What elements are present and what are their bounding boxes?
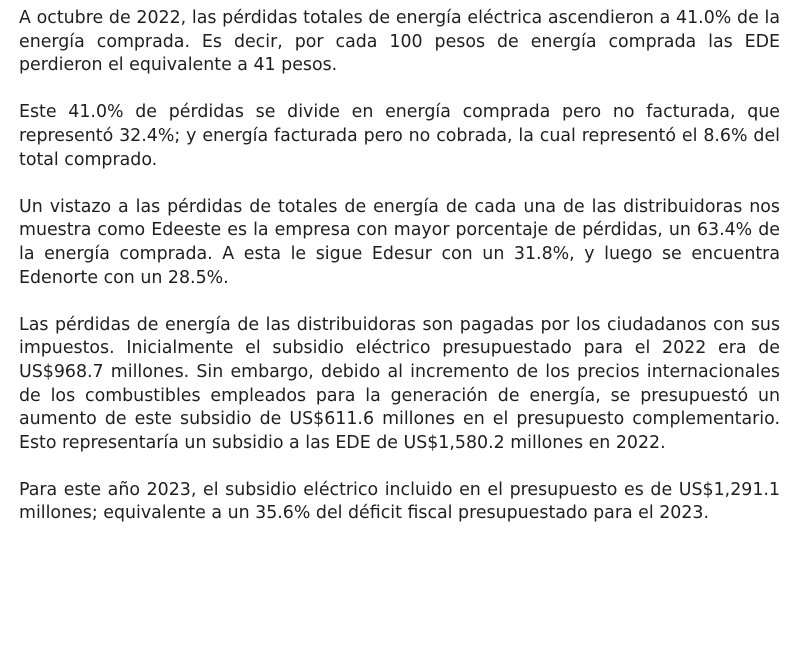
paragraph-energy-losses: A octubre de 2022, las pérdidas totales de energía eléctrica ascendieron a 41.0% de la energía comprada. Es decir, por cada 100 pesos de energía comprada las EDE perdieron el equivalente a 41 pesos. bbox=[19, 8, 780, 76]
paragraph-distributors: Un vistazo a las pérdidas de totales de energía de cada una de las distribuidoras nos muestra como Edeeste es la empresa con mayor porcentaje de pérdidas, un 63.4% de la energía comprada. A esta le sigue Edesur con un 31.8%, y luego se encuentra Edenorte con un 28.5%. bbox=[19, 196, 780, 288]
paragraph-subsidy-2022: Las pérdidas de energía de las distribuidoras son pagadas por los ciudadanos con sus impuestos. Inicialmente el subsidio eléctrico presupuestado para el 2022 era de US$968.7 millones. Sin embargo, debido al incremento de los precios internacionales de los combustibles empleados para la generación de energía, se presupuestó un aumento de este subsidio de US$611.6 millones en el presupuesto complementario. Esto representaría un subsidio a las EDE de US$1,580.2 millones en 2022. bbox=[19, 314, 780, 453]
paragraph-subsidy-2023: Para este año 2023, el subsidio eléctrico incluido en el presupuesto es de US$1,291.1 millones; equivalente a un 35.6% del déficit fiscal presupuestado para el 2023. bbox=[19, 479, 780, 524]
paragraph-losses-breakdown: Este 41.0% de pérdidas se divide en energía comprada pero no facturada, que representó 32.4%; y energía facturada pero no cobrada, la cual representó el 8.6% del total comprado. bbox=[19, 102, 780, 170]
